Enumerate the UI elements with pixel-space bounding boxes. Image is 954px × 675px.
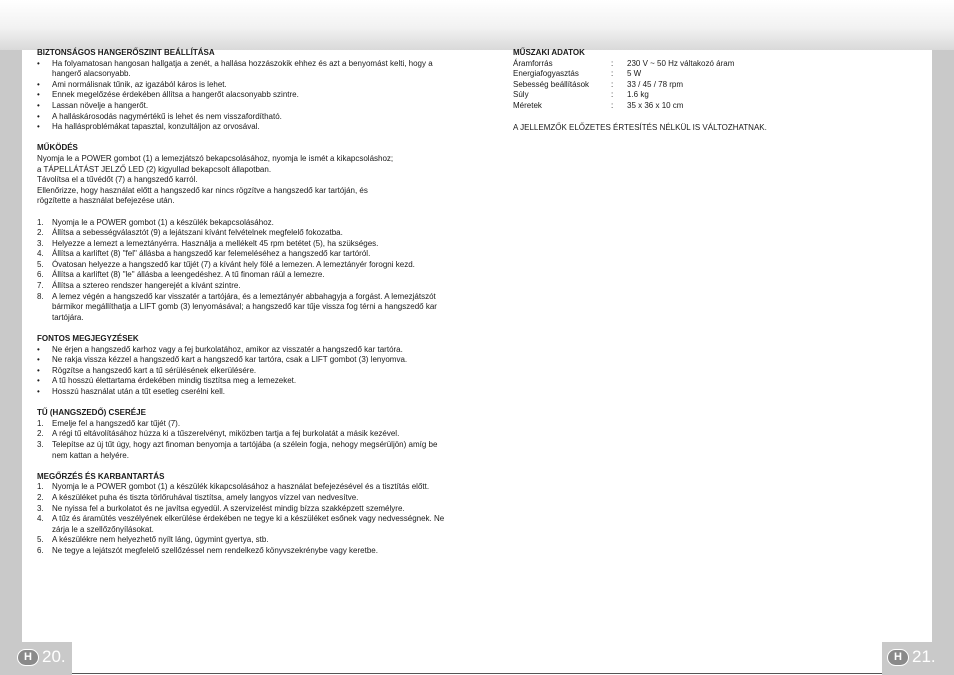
list-item: 3. Telepítse az új tűt úgy, hogy azt finoman benyomja a tartójába (a szélein fogja, nehogy megsérüljön) amíg be nem kattan a helyére. [37, 439, 438, 460]
operation-line: Ellenőrizze, hogy használat előtt a hangszedő kar nincs rögzítve a hangszedő kar tartóján, és [37, 185, 368, 195]
left-page-number [17, 647, 66, 667]
list-item: 4. A tűz és áramütés veszélyének elkerülése érdekében ne tegye ki a készüléket esőnek vagy nedvességnek. Ne zárja le a szellőzőnyílásokat. [37, 514, 445, 534]
list-item: • Ami normálisnak tűnik, az igazából káros is lehet. [37, 79, 227, 89]
needle-title: TŰ (HANGSZEDŐ) CSERÉJE [37, 408, 146, 418]
list-item: 8. A lemez végén a hangszedő kar visszatér a tartójára, és a lemeztányér abbahagyja a forgást. A lemezjátszót bármikor megállíthatja a LIFT gomb (3) lenyomásával; a hangszedő kar tűje vissza fog térni a hangszedő kar tartójára. [37, 291, 437, 322]
list-item: • Ne érjen a hangszedő karhoz vagy a fej burkolatához, amikor az visszatér a hangszedő kar tartóra. [37, 344, 403, 354]
list-item: 4. Állítsa a karliftet (8) "fel" állásba a hangszedő kar felemeléséhez a hangszedő kar tartóról. [37, 249, 371, 259]
page-number-20: 20. [42, 647, 66, 666]
footer-rule [72, 673, 882, 674]
right-page-number [887, 647, 936, 667]
list-item: 5. Óvatosan helyezze a hangszedő kar tűjét (7) a kívánt hely fölé a lemezen. A lemeztányér forogni kezd. [37, 259, 415, 269]
list-item: • A tű hosszú élettartama érdekében mindig tisztítsa meg a lemezeket. [37, 376, 297, 386]
list-item: 7. Állítsa a sztereo rendszer hangerejét a kívánt szintre. [37, 281, 241, 291]
operation-section [37, 143, 449, 323]
operation-line: a TÁPELLÁTÁST JELZŐ LED (2) kigyullad bekapcsolt állapotban. [37, 164, 272, 174]
spec-row: Méretek : 35 x 36 x 10 cm [513, 100, 684, 110]
care-title: MEGŐRZÉS ÉS KARBANTARTÁS [37, 471, 165, 481]
right-column [513, 48, 893, 133]
list-item: 3. Ne nyissa fel a burkolatot és ne javítsa egyedül. A szervizelést mindig bízza szakképzett személyre. [37, 503, 405, 513]
list-item: • Lassan növelje a hangerőt. [37, 100, 149, 110]
language-badge: H [17, 649, 39, 666]
list-item: 6. Állítsa a karliftet (8) "le" állásba a leengedéshez. A tű finoman ráül a lemezre. [37, 270, 325, 280]
list-item: 1. Nyomja le a POWER gombot (1) a készülék kikapcsolásához a használat befejezésével és a tisztítás előtt. [37, 482, 430, 492]
spec-row: Energiafogyasztás : 5 W [513, 69, 642, 79]
list-item: • Ne rakja vissza kézzel a hangszedő kart a hangszedő kar tartóra, csak a LIFT gombot (3) lenyomva. [37, 355, 408, 365]
spec-row: Sebesség beállítások : 33 / 45 / 78 rpm [513, 79, 684, 89]
safety-title: BIZTONSÁGOS HANGERŐSZINT BEÁLLÍTÁSA [37, 48, 215, 57]
header-band [0, 0, 954, 50]
list-item: 1. Nyomja le a POWER gombot (1) a készülék bekapcsolásához. [37, 217, 274, 227]
list-item: 2. Állítsa a sebességválasztót (9) a lejátszani kívánt felvételnek megfelelő fokozatba. [37, 228, 343, 238]
list-item: 1. Emelje fel a hangszedő kar tűjét (7). [37, 418, 181, 428]
care-section [37, 472, 449, 557]
specs-note: A JELLEMZŐK ELŐZETES ÉRTESÍTÉS NÉLKÜL IS VÁLTOZHATNAK. [513, 122, 767, 132]
language-badge: H [887, 649, 909, 666]
operation-line: rögzítette a használat befejezése után. [37, 196, 175, 206]
list-item: • Ha folyamatosan hangosan hallgatja a zenét, a hallása hozzászokik ehhez és azt a benyomást kelti, hogy a hangerő alacsonyabb. [37, 58, 433, 79]
list-item: 6. Ne tegye a lejátszót megfelelő szellőzéssel nem rendelkező könyvszekrénybe vagy keretbe. [37, 545, 378, 555]
needle-section [37, 408, 449, 461]
operation-line: Nyomja le a POWER gombot (1) a lemezjátszó bekapcsolásához, nyomja le ismét a kikapcsoláshoz; [37, 153, 394, 163]
spec-row: Súly : 1.6 kg [513, 90, 649, 100]
list-item: 3. Helyezze a lemezt a lemeztányérra. Használja a mellékelt 45 rpm betétet (5), ha szükséges. [37, 238, 379, 248]
list-item: • Ha hallásproblémákat tapasztal, konzultáljon az orvosával. [37, 122, 260, 132]
safety-section [37, 48, 449, 133]
notes-title: FONTOS MEGJEGYZÉSEK [37, 334, 139, 344]
specs-title: MŰSZAKI ADATOK [513, 48, 585, 57]
page-number-21: 21. [912, 647, 936, 666]
spec-row: Áramforrás : 230 V ~ 50 Hz váltakozó áram [513, 58, 735, 68]
list-item: • Ennek megelőzése érdekében állítsa a hangerőt alacsonyabb szintre. [37, 90, 299, 100]
operation-title: MŰKÖDÉS [37, 143, 78, 153]
list-item: • Hosszú használat után a tűt esetleg cserélni kell. [37, 387, 225, 396]
list-item: 2. A régi tű eltávolításához húzza ki a tűszerelvényt, miközben tartja a fej burkolatát a másik kezével. [37, 429, 400, 439]
left-margin-bar [0, 50, 22, 675]
list-item: • Rögzítse a hangszedő kart a tű sérülésének elkerülésére. [37, 365, 257, 375]
notes-section [37, 334, 449, 398]
list-item: 5. A készülékre nem helyezhető nyílt láng, úgymint gyertya, stb. [37, 535, 269, 545]
left-column [37, 48, 449, 557]
list-item: 2. A készüléket puha és tiszta törlőruhával tisztítsa, amely langyos vízzel van nedvesítve. [37, 492, 359, 502]
right-margin-bar [932, 50, 954, 675]
operation-line: Távolítsa el a tűvédőt (7) a hangszedő karról. [37, 175, 198, 185]
list-item: • A halláskárosodás nagymértékű is lehet és nem visszafordítható. [37, 111, 282, 121]
